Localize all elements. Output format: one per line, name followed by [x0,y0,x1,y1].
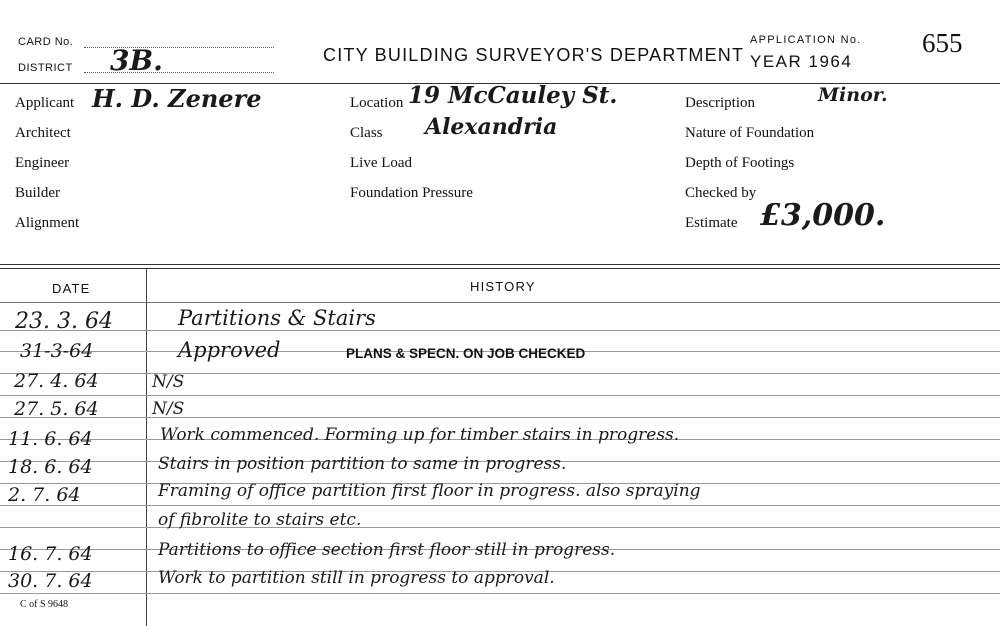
history-divider-top [0,264,1000,265]
history-divider-bottom [0,268,1000,269]
form-code: C of S 9648 [20,599,69,610]
entry-date: 27. 4. 64 [14,370,99,392]
estimate-value: £3,000. [760,198,886,233]
entry-text: N/S [152,372,185,392]
entry-text: Framing of office partition first floor in progress. also spraying [158,481,701,501]
ruled-line [0,417,1000,418]
application-no-label: APPLICATION No. [750,34,862,46]
entry-date: 31-3-64 [20,340,94,362]
date-column-header: DATE [52,281,91,296]
entry-text: Stairs in position partition to same in progress. [158,454,567,474]
application-number: 655 [922,28,963,58]
entry-text: N/S [152,399,185,419]
depth-of-footings-label: Depth of Footings [685,155,795,171]
ruled-line [0,593,1000,594]
entry-text: Approved [178,338,281,362]
year-label: YEAR 1964 [750,52,853,71]
entry-text: Partitions & Stairs [178,306,376,330]
engineer-label: Engineer [15,155,70,171]
class-value: Alexandria [425,114,558,140]
ruled-line [0,330,1000,331]
plans-checked-stamp: PLANS & SPECN. ON JOB CHECKED [346,346,586,361]
description-value: Minor. [818,84,888,106]
estimate-label: Estimate [685,215,738,231]
entry-date: 30. 7. 64 [8,570,93,592]
ruled-line [0,527,1000,528]
ruled-line [0,373,1000,374]
district-value: 3B. [110,44,163,77]
entry-text: Work to partition still in progress to approval. [158,568,555,588]
checked-by-label: Checked by [685,185,757,201]
foundation-pressure-label: Foundation Pressure [350,185,473,201]
history-column-header: HISTORY [470,279,536,294]
entry-date: 2. 7. 64 [8,484,81,506]
entry-text: of fibrolite to stairs etc. [158,510,362,530]
entry-date: 18. 6. 64 [8,456,93,478]
builder-label: Builder [15,185,60,201]
district-label: DISTRICT [18,62,73,74]
live-load-label: Live Load [350,155,413,171]
nature-of-foundation-label: Nature of Foundation [685,125,815,141]
applicant-label: Applicant [15,95,75,111]
applicant-value: H. D. Zenere [92,84,262,113]
entry-date: 23. 3. 64 [15,309,113,334]
location-value: 19 McCauley St. [408,82,618,109]
entry-date: 27. 5. 64 [14,398,99,420]
ruled-line [0,505,1000,506]
ruled-line [0,395,1000,396]
entry-date: 16. 7. 64 [8,543,93,565]
description-label: Description [685,95,755,111]
entry-text: Work commenced. Forming up for timber stairs in progress. [160,425,680,445]
architect-label: Architect [15,125,71,141]
department-title: CITY BUILDING SURVEYOR'S DEPARTMENT [323,45,745,65]
alignment-label: Alignment [15,215,80,231]
class-label: Class [350,125,383,141]
card-no-label: CARD No. [18,36,74,48]
column-divider [146,269,147,626]
location-label: Location [350,95,404,111]
entry-text: Partitions to office section first floor still in progress. [158,540,616,560]
header-row-line [0,302,1000,303]
entry-date: 11. 6. 64 [8,428,93,450]
